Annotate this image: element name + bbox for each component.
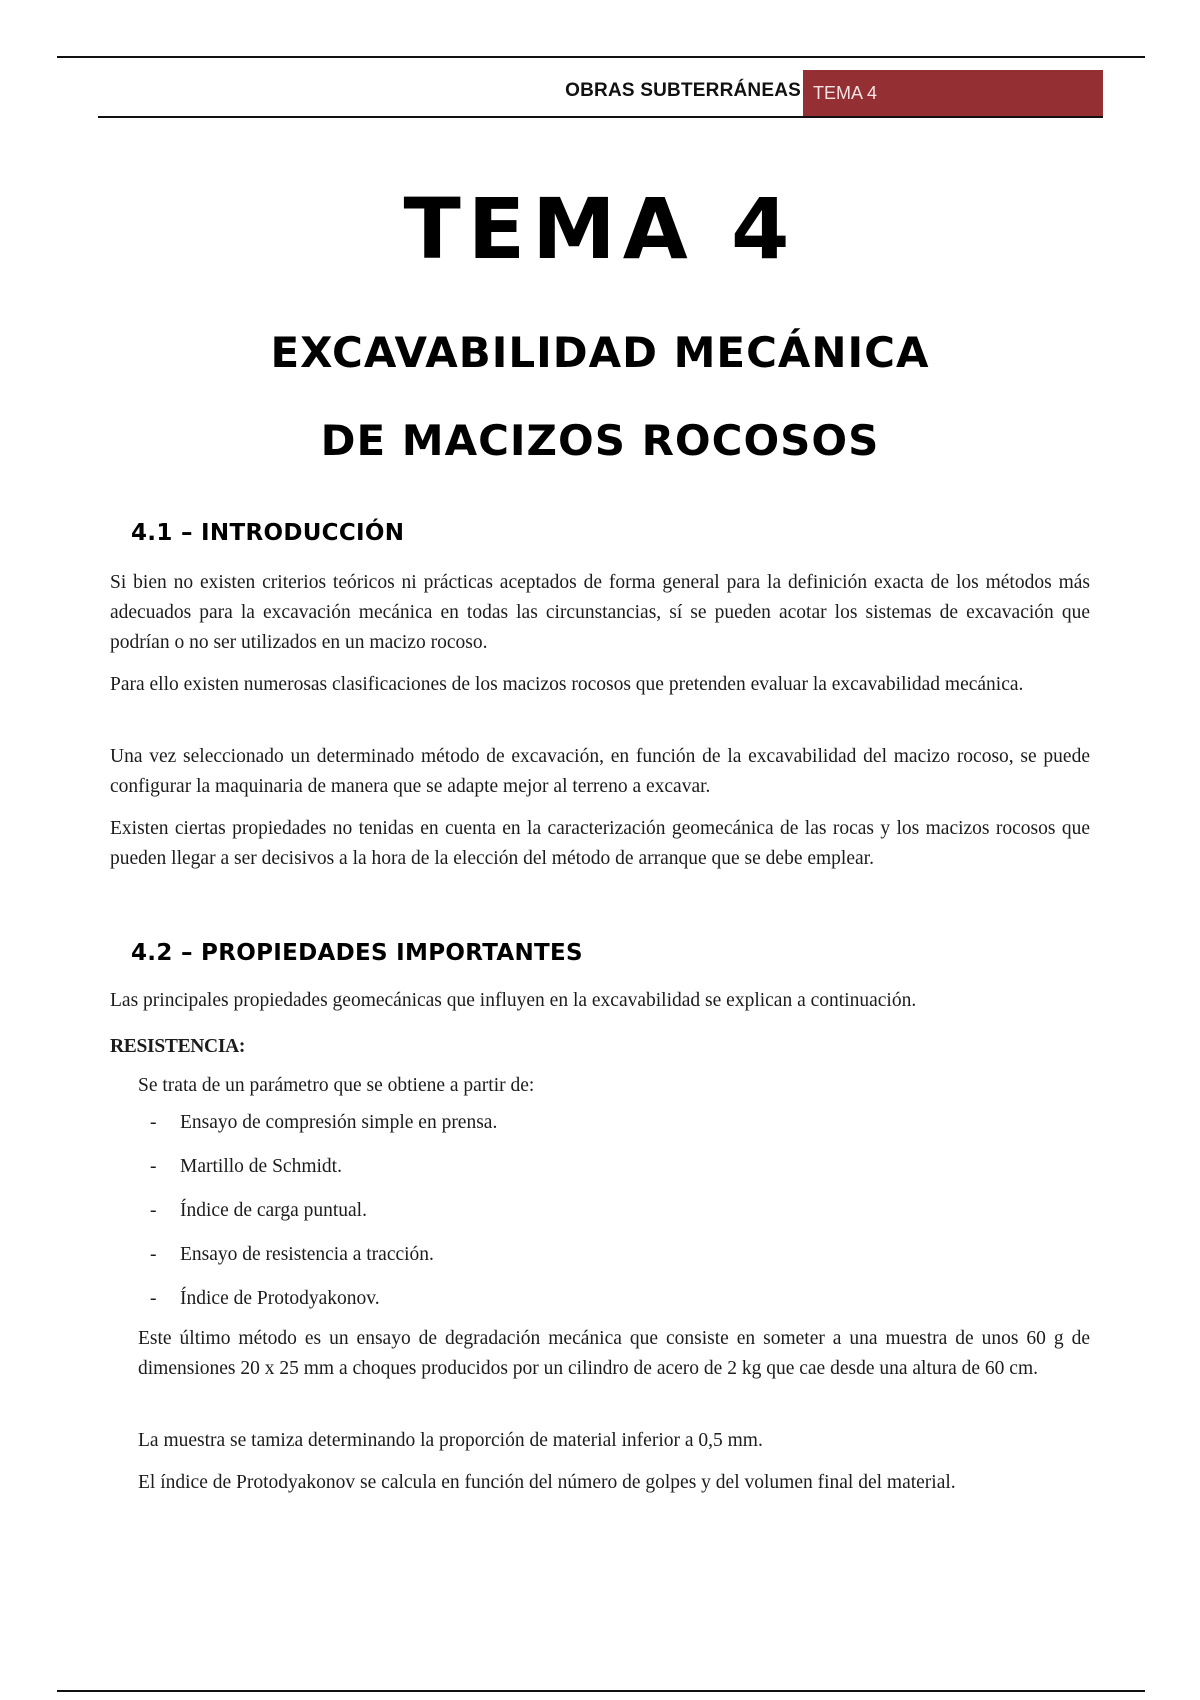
bullet-dash: -	[150, 1244, 157, 1265]
list-item-text: Ensayo de compresión simple en prensa.	[180, 1112, 498, 1133]
bottom-rule	[57, 1690, 1145, 1692]
paragraph: El índice de Protodyakonov se calcula en función del número de golpes y del volumen final del material.	[138, 1472, 956, 1493]
header-tab: TEMA 4	[803, 70, 1103, 116]
page-header	[98, 70, 1103, 118]
paragraph: Una vez seleccionado un determinado método de excavación, en función de la excavabilidad del macizo rocoso, se puede configurar la maquinaria de manera que se adapte mejor al terreno a excavar.	[110, 746, 1090, 797]
paragraph: Si bien no existen criterios teóricos ni prácticas aceptados de forma general para la definición exacta de los métodos más adecuados para la excavación mecánica en todas las circunstancias, sí se pueden acotar los sistemas de excavación que podrían o no ser utilizados en un macizo rocoso.	[110, 572, 1090, 653]
paragraph: Para ello existen numerosas clasificaciones de los macizos rocosos que pretenden evaluar la excavabilidad mecánica.	[110, 674, 1024, 695]
list-item	[150, 1196, 497, 1240]
list-item	[150, 1240, 497, 1284]
bullet-dash: -	[150, 1156, 157, 1177]
list-item	[150, 1108, 497, 1152]
resistencia-label: RESISTENCIA:	[110, 1036, 246, 1057]
section-heading-introduccion: 4.1 – INTRODUCCIÓN	[131, 520, 405, 546]
method-list	[150, 1108, 497, 1328]
paragraph: Este último método es un ensayo de degradación mecánica que consiste en someter a una muestra de unos 60 g de dimensiones 20 x 25 mm a choques producidos por un cilindro de acero de 2 kg que cae desde una altura de 60 cm.	[138, 1328, 1090, 1379]
paragraph: Se trata de un parámetro que se obtiene a partir de:	[138, 1075, 535, 1096]
list-item	[150, 1152, 497, 1196]
paragraph: Las principales propiedades geomecánicas que influyen en la excavabilidad se explican a continuación.	[110, 990, 917, 1011]
bullet-dash: -	[150, 1288, 157, 1309]
paragraph: La muestra se tamiza determinando la proporción de material inferior a 0,5 mm.	[138, 1430, 763, 1451]
document-subtitle-line1: EXCAVABILIDAD MECÁNICA	[270, 328, 930, 377]
list-item	[150, 1284, 497, 1328]
list-item-text: Martillo de Schmidt.	[180, 1156, 342, 1177]
bullet-dash: -	[150, 1200, 157, 1221]
list-item-text: Ensayo de resistencia a tracción.	[180, 1244, 434, 1265]
top-rule	[57, 56, 1145, 58]
section-heading-propiedades: 4.2 – PROPIEDADES IMPORTANTES	[131, 940, 583, 966]
document-title: TEMA 4	[403, 180, 797, 278]
document-subtitle-line2: DE MACIZOS ROCOSOS	[320, 416, 880, 465]
list-item-text: Índice de carga puntual.	[180, 1200, 367, 1221]
list-item-text: Índice de Protodyakonov.	[180, 1288, 380, 1309]
header-title: OBRAS SUBTERRÁNEAS	[565, 80, 801, 101]
bullet-dash: -	[150, 1112, 157, 1133]
paragraph: Existen ciertas propiedades no tenidas en cuenta en la caracterización geomecánica de las rocas y los macizos rocosos que pueden llegar a ser decisivos a la hora de la elección del método de arranque que se debe emplear.	[110, 818, 1090, 869]
